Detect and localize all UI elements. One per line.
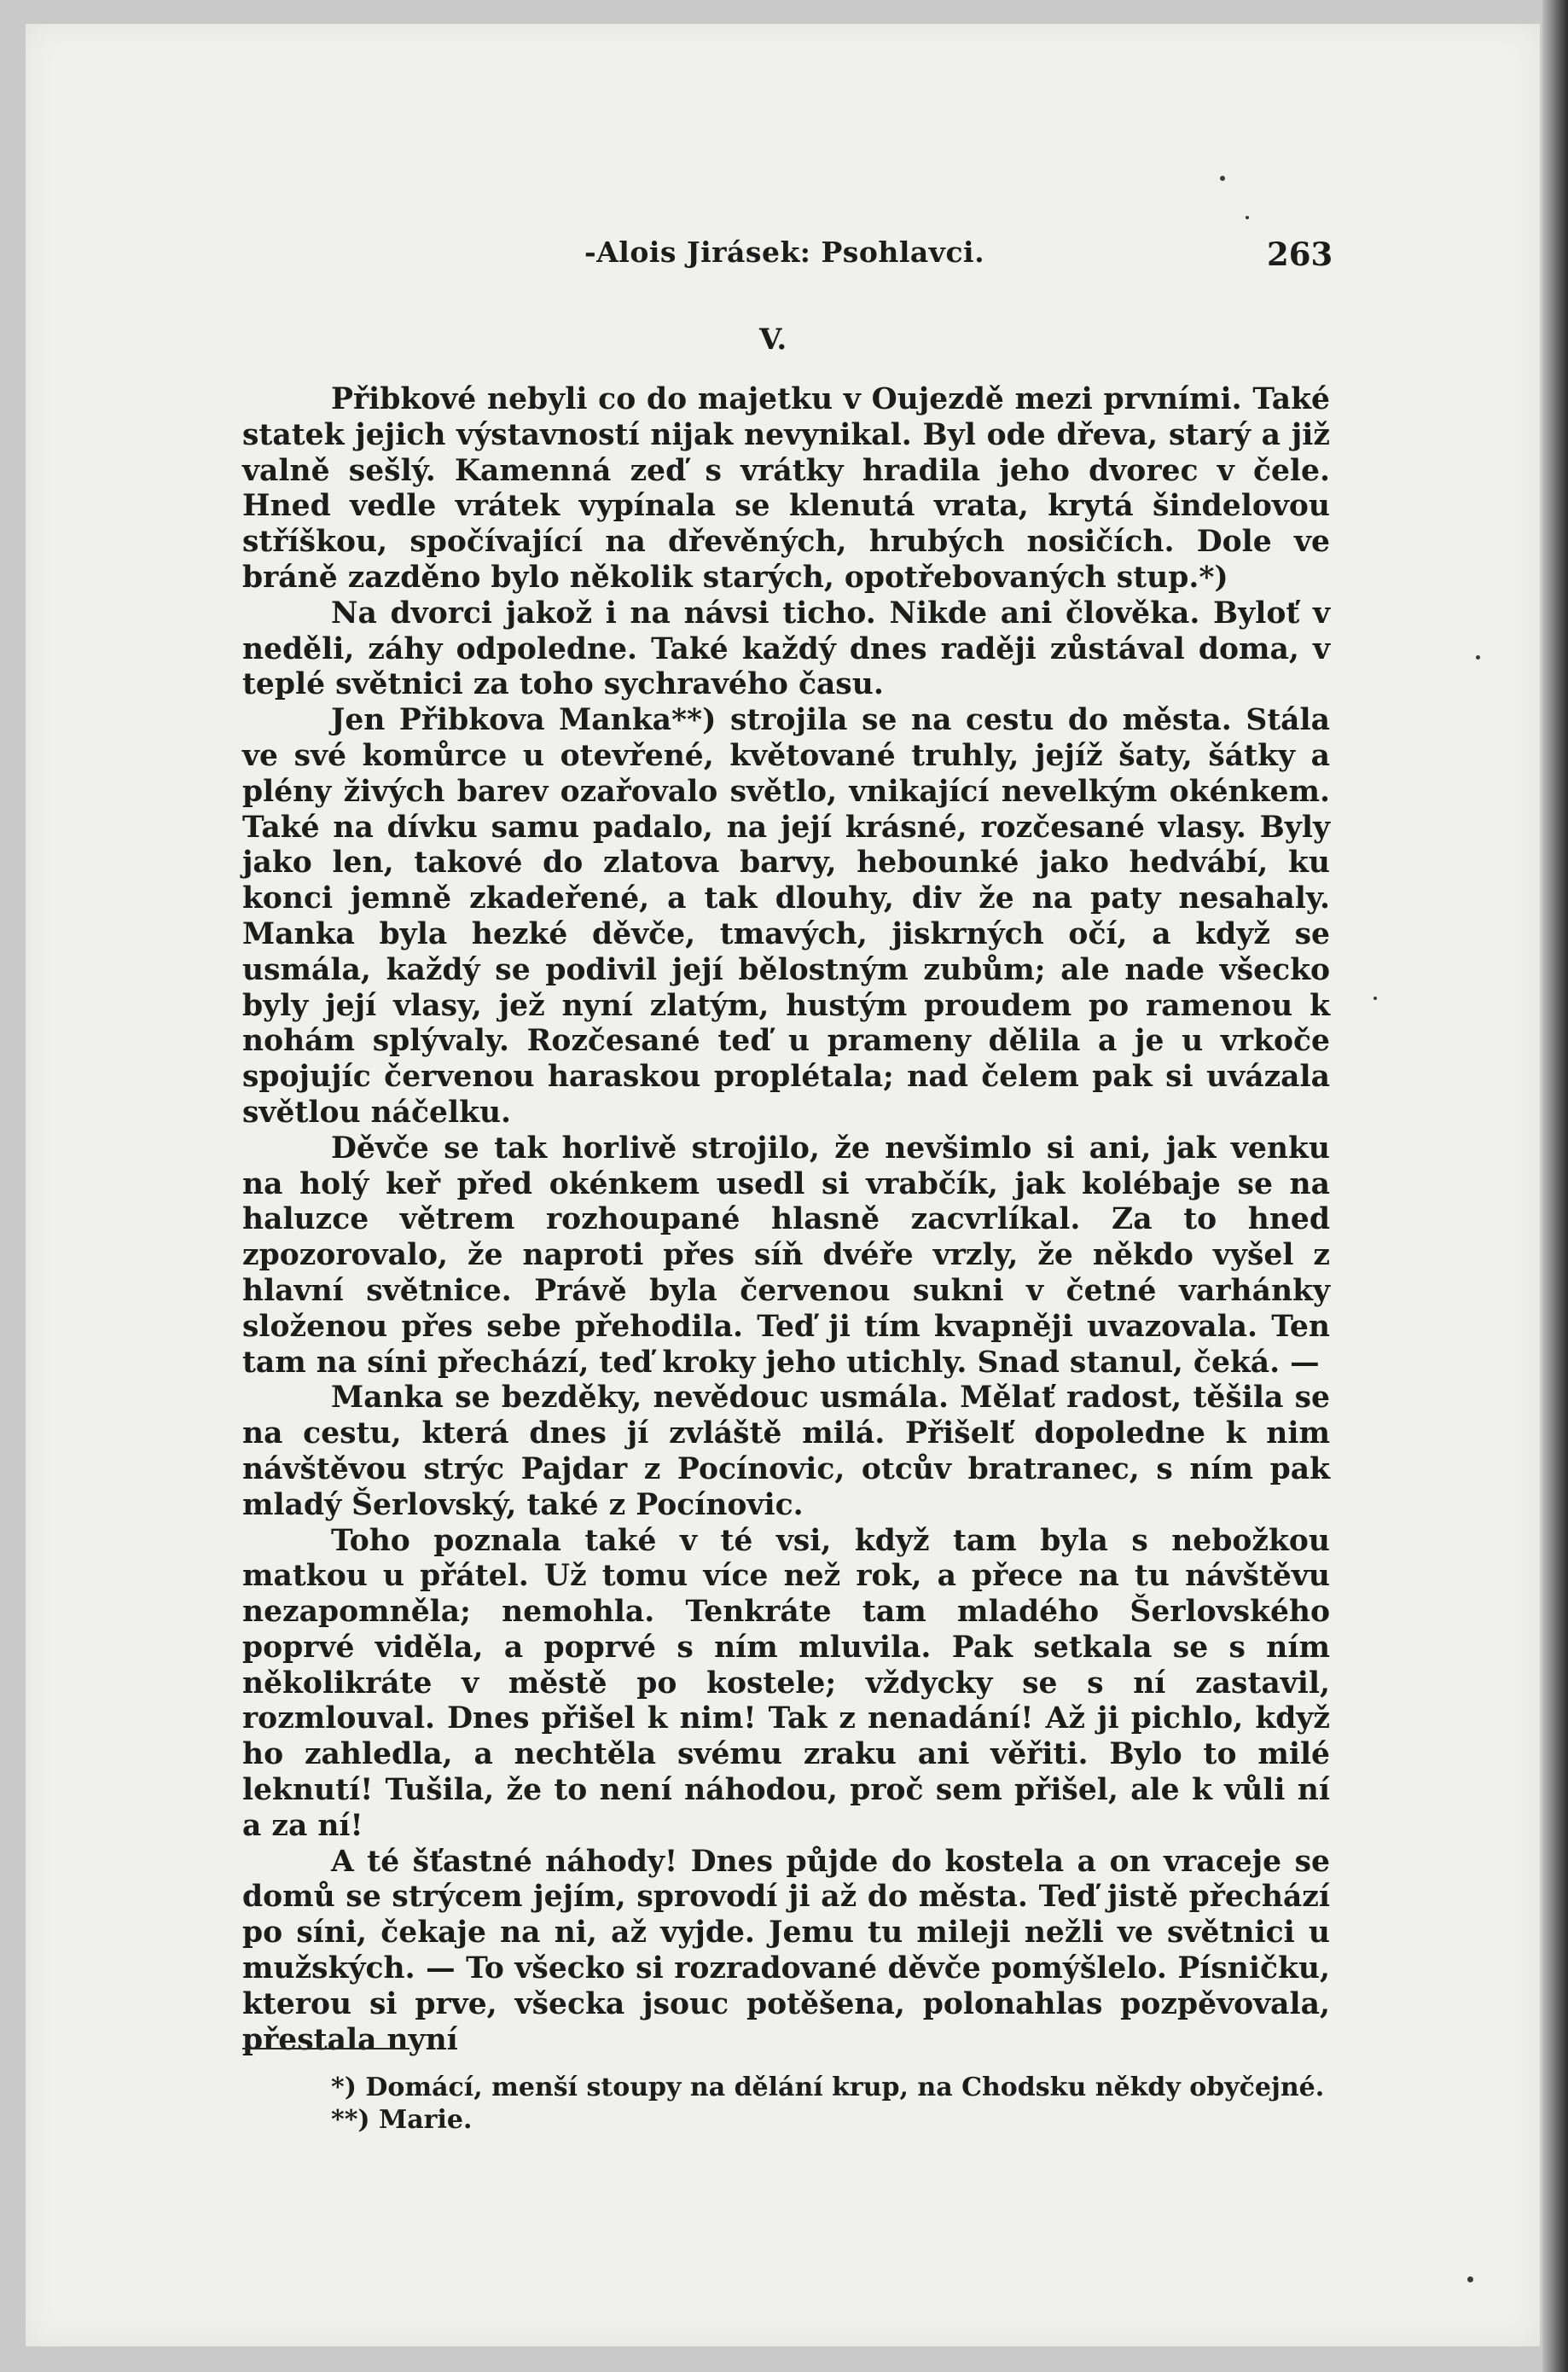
paragraph: Manka se bezděky, nevědouc usmála. Mělať radost, těšila se na cestu, která dnes jí zvláště milá. Přišelť dopoledne k nim návštěvou strýc Pajdar z Pocínovic, otcův bratranec, s ním pak mladý Šerlovský, také z Pocínovic.: [242, 1381, 1330, 1522]
page-number: 263: [1267, 235, 1333, 273]
paragraph: Na dvorci jakož i na návsi ticho. Nikde ani člověka. Byloť v neděli, záhy odpoledne. Také každý dnes raději zůstával doma, v teplé světnici za toho sychravého času.: [242, 596, 1330, 702]
print-speck: [1373, 997, 1377, 1000]
running-title: -Alois Jirásek: Psohlavci.: [584, 235, 985, 269]
paragraph: Přibkové nebyli co do majetku v Oujezdě mezi prvními. Také statek jejich výstavností nijak nevynikal. Byl ode dřeva, starý a již valně sešlý. Kamenná zeď s vrátky hradila jeho dvorec v čele. Hned vedle vrátek vypínala se klenutá vrata, krytá šindelovou stříškou, spočívající na dřevěných, hrubých nosičích. Dole ve bráně zazděno bylo několik starých, opotřebovaných stup.*): [242, 382, 1330, 595]
paragraph: Děvče se tak horlivě strojilo, že nevšimlo si ani, jak venku na holý keř před okénkem usedl si vrabčík, jak kolébaje se na haluzce větrem rozhoupané hlasně zacvrlíkal. Za to hned zpozorovalo, že naproti přes síň dvéře vrzly, že někdo vyšel z hlavní světnice. Právě byla červenou sukni v četné varhánky složenou přes sebe přehodila. Teď ji tím kvapněji uvazovala. Ten tam na síni přechází, teď kroky jeho utichly. Snad stanul, čeká. —: [242, 1131, 1330, 1380]
print-speck: [1220, 176, 1225, 181]
book-page: [26, 24, 1540, 2346]
footnote: *) Domácí, menší stoupy na dělání krup, na Chodsku někdy obyčejné.: [331, 2073, 1325, 2102]
body-text: [242, 382, 1330, 2058]
paragraph: A té šťastné náhody! Dnes půjde do kostela a on vraceje se domů se strýcem jejím, sprovodí ji až do města. Teď jistě přechází po síni, čekaje na ni, až vyjde. Jemu tu mileji nežli ve světnici u mužských. — To všecko si rozradované děvče pomýšlelo. Písničku, kterou si prve, všecka jsouc potěšena, polonahlas pozpěvovala, přestala nyní: [242, 1844, 1330, 2057]
paragraph: Toho poznala také v té vsi, když tam byla s nebožkou matkou u přátel. Už tomu více než rok, a přece na tu návštěvu nezapomněla; nemohla. Tenkráte tam mladého Šerlovského poprvé viděla, a poprvé s ním mluvila. Pak setkala se s ním několikráte v městě po kostele; vždycky se s ní zastavil, rozmlouval. Dnes přišel k nim! Tak z nenadání! Až ji pichlo, když ho zahledla, a nechtěla svému zraku ani věřiti. Bylo to milé leknutí! Tušila, že to není náhodou, proč sem přišel, ale k vůli ní a za ní!: [242, 1523, 1330, 1843]
footnotes: [242, 2072, 1330, 2137]
print-speck: [1246, 216, 1249, 219]
chapter-heading: V.: [759, 323, 787, 357]
page-edge-shadow: [1542, 0, 1568, 2372]
running-head: [26, 227, 1540, 278]
paragraph: Jen Přibkova Manka**) strojila se na cestu do města. Stála ve své komůrce u otevřené, květované truhly, jejíž šaty, šátky a plény živých barev ozařovalo světlo, vnikající nevelkým okénkem. Také na dívku samu padalo, na její krásné, rozčesané vlasy. Byly jako len, takové do zlatova barvy, hebounké jako hedvábí, ku konci jemně zkadeřené, a tak dlouhy, div že na paty nesahaly. Manka byla hezké děvče, tmavých, jiskrných očí, a když se usmála, každý se podivil její bělostným zubům; ale nade všecko byly její vlasy, jež nyní zlatým, hustým proudem po ramenou k nohám splývaly. Rozčesané teď u prameny dělila a je u vrkoče spojujíc červenou haraskou proplétala; nad čelem pak si uvázala světlou náčelku.: [242, 703, 1330, 1130]
footnote: **) Marie.: [331, 2105, 473, 2135]
footnote-divider: [242, 2048, 409, 2049]
print-speck: [1467, 2276, 1473, 2282]
print-speck: [1476, 655, 1480, 660]
